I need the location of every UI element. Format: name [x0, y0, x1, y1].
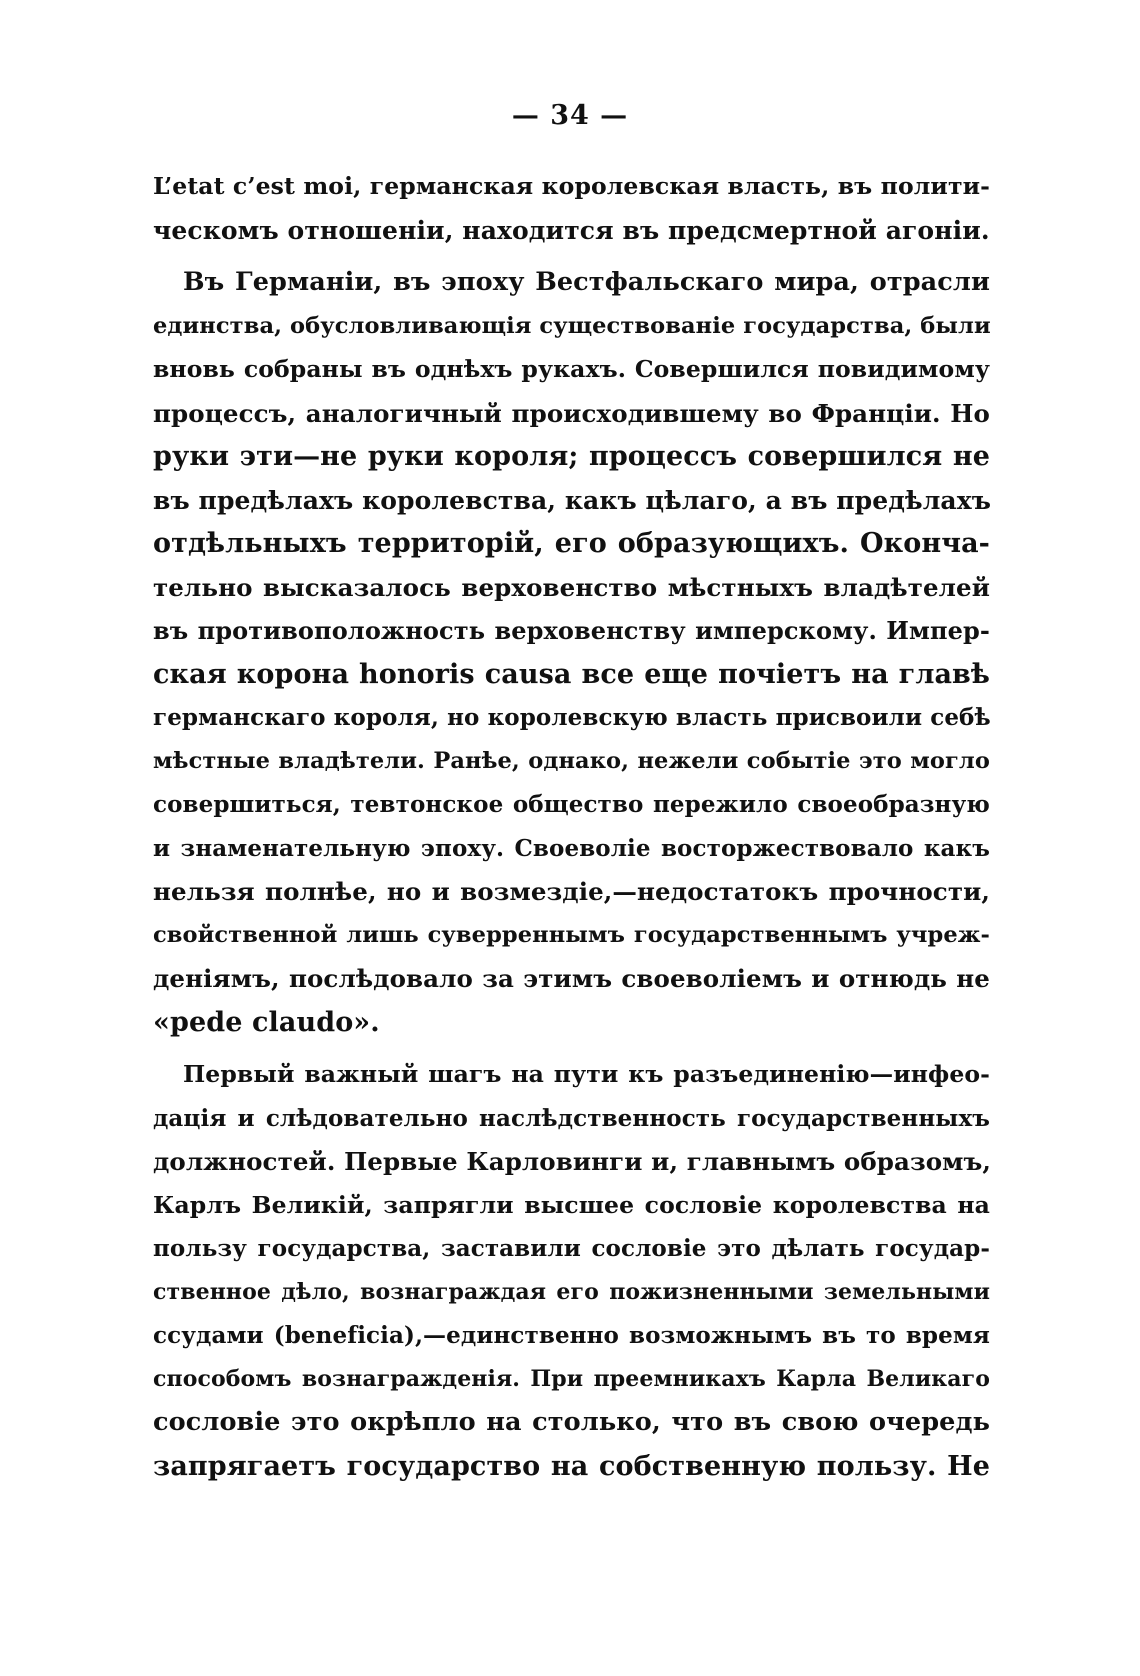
body-text — [153, 165, 990, 1488]
text-line: Первый важный шагъ на пути къ разъединенію—инфео- — [183, 1060, 990, 1088]
paragraph — [153, 261, 990, 1044]
text-line: совершиться, тевтонское общество пережило своеобразную — [153, 791, 990, 818]
text-line: ческомъ отношеніи, находится въ предсмертной агоніи. — [153, 215, 990, 245]
text-line: «pede claudo». — [153, 1006, 380, 1038]
page-number: — 34 — — [511, 100, 629, 131]
text-line: ственное дѣло, вознаграждая его пожизненными земельными — [153, 1278, 990, 1305]
text-line: ссудами (beneficia),—единственно возможнымъ въ то время — [153, 1322, 990, 1349]
text-line: ская корона honoris causa все еще почіетъ на главѣ — [153, 658, 990, 690]
text-line: Въ Германіи, въ эпоху Вестфальскаго мира, отрасли — [183, 267, 990, 297]
text-line: процессъ, аналогичный происходившему во Франціи. Но — [153, 398, 990, 428]
text-line: въ противоположность верховенству имперскому. Импер- — [153, 616, 990, 645]
paragraph — [153, 165, 990, 252]
text-line: должностей. Первые Карловинги и, главнымъ образомъ, — [153, 1147, 992, 1176]
text-line: мѣстные владѣтели. Ранѣе, однако, нежели событіе это могло — [153, 747, 990, 774]
text-line: L’etat c’est moi, германская королевская власть, въ полити- — [153, 172, 990, 200]
text-line: единства, обусловливающія существованіе государства, были — [153, 312, 991, 339]
text-line: руки эти—не руки короля; процессъ совершился не — [153, 441, 990, 472]
text-line: отдѣльныхъ территорій, его образующихъ. Оконча- — [153, 528, 990, 559]
text-line: запрягаетъ государство на собственную пользу. Не — [153, 1450, 990, 1482]
text-line: Карлъ Великій, запрягли высшее сословіе королевства на — [153, 1190, 990, 1219]
text-line: тельно высказалось верховенство мѣстныхъ владѣтелей — [153, 572, 990, 602]
text-line: способомъ вознагражденія. При преемникахъ Карла Великаго — [153, 1365, 990, 1392]
text-line: въ предѣлахъ королевства, какъ цѣлаго, а въ предѣлахъ — [153, 485, 992, 515]
text-line: сословіе это окрѣпло на столько, что въ свою очередь — [153, 1407, 990, 1437]
text-line: дація и слѣдовательно наслѣдственность государственныхъ — [153, 1104, 990, 1132]
text-line: деніямъ, послѣдовало за этимъ своеволіемъ и отнюдь не — [153, 964, 990, 993]
text-line: вновь собраны въ однѣхъ рукахъ. Совершился повидимому — [153, 355, 990, 383]
text-line: свойственной лишь суверреннымъ государственнымъ учреж- — [153, 921, 990, 948]
paragraph — [153, 1053, 990, 1488]
text-line: и знаменательную эпоху. Своеволіе восторжествовало какъ — [153, 834, 990, 862]
text-line: нельзя полнѣе, но и возмездіе,—недостатокъ прочности, — [153, 877, 990, 906]
text-line: германскаго короля, но королевскую власть присвоили себѣ — [153, 704, 991, 731]
text-line: пользу государства, заставили сословіе это дѣлать государ- — [153, 1235, 990, 1262]
